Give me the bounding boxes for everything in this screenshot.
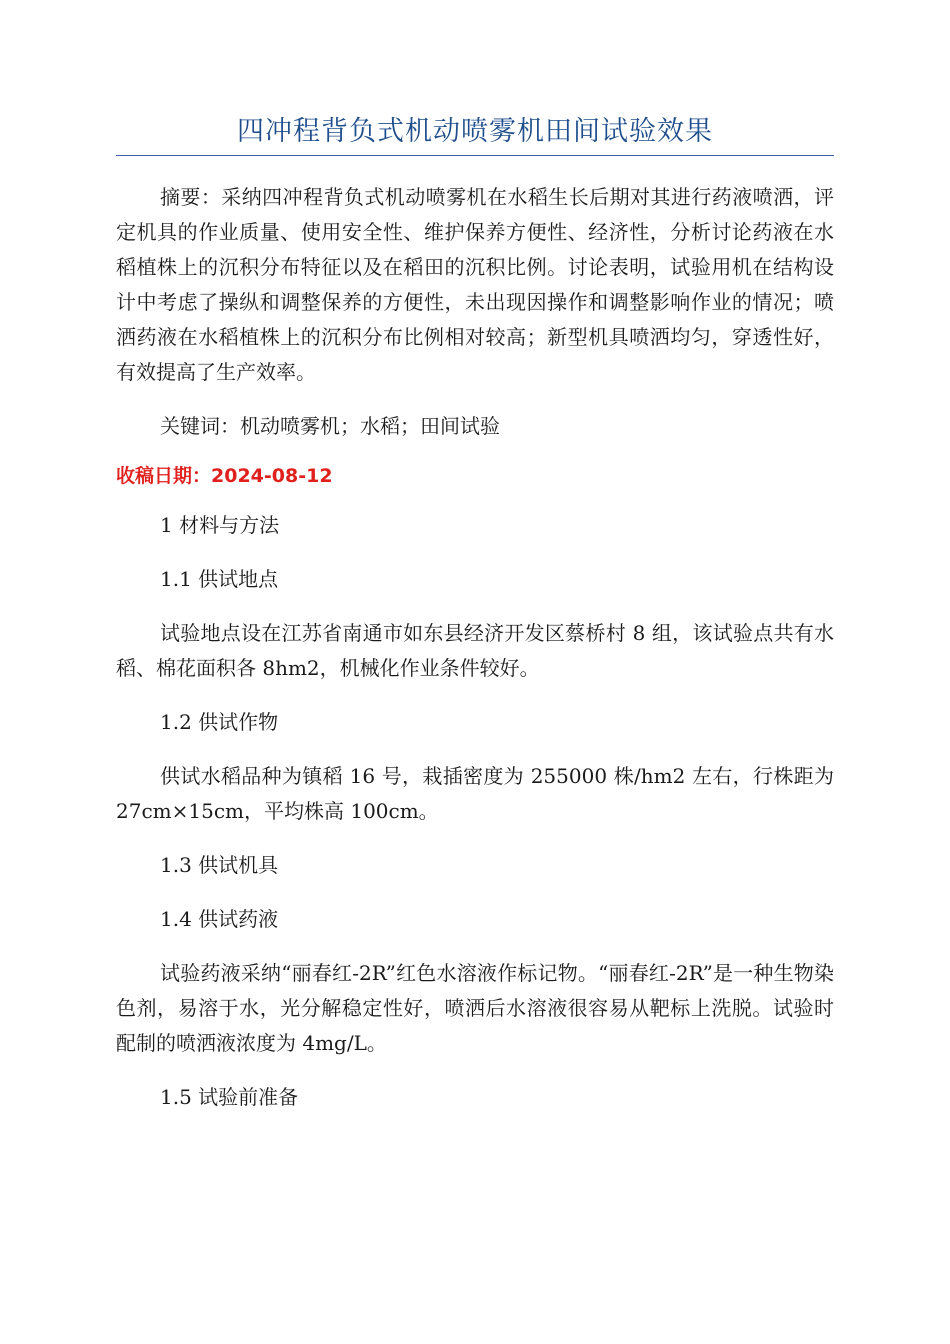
- section-heading-1-3: 1.3 供试机具: [160, 853, 279, 877]
- body-paragraph-solution: 试验药液采纳“丽春红-2R”红色水溶液作标记物。“丽春红-2R”是一种生物染色剂，易溶于水，光分解稳定性好，喷洒后水溶液很容易从靶标上洗脱。试验时配制的喷洒液浓度为 4mg/L。: [116, 961, 834, 1055]
- document-page: [116, 112, 834, 1115]
- section-heading-1-5: 1.5 试验前准备: [160, 1085, 299, 1109]
- abstract-paragraph: 摘要：采纳四冲程背负式机动喷雾机在水稻生长后期对其进行药液喷洒，评定机具的作业质量、使用安全性、维护保养方便性、经济性，分析讨论药液在水稻植株上的沉积分布特征以及在稻田的沉积比例。讨论表明，试验用机在结构设计中考虑了操纵和调整保养的方便性，未出现因操作和调整影响作业的情况；喷洒药液在水稻植株上的沉积分布比例相对较高；新型机具喷洒均匀，穿透性好，有效提高了生产效率。: [116, 185, 834, 384]
- title-underline: [116, 155, 834, 156]
- body-paragraph-crop: 供试水稻品种为镇稻 16 号，栽插密度为 255000 株/hm2 左右，行株距为 27cm×15cm，平均株高 100cm。: [116, 764, 834, 823]
- received-date: 收稿日期：2024-08-12: [116, 465, 333, 487]
- keywords-line: 关键词：机动喷雾机；水稻；田间试验: [160, 414, 500, 438]
- document-title: 四冲程背负式机动喷雾机田间试验效果: [237, 116, 713, 147]
- body-paragraph-location: 试验地点设在江苏省南通市如东县经济开发区蔡桥村 8 组，该试验点共有水稻、棉花面积各 8hm2，机械化作业条件较好。: [116, 621, 834, 680]
- section-heading-1-4: 1.4 供试药液: [160, 907, 279, 931]
- section-heading-1-2: 1.2 供试作物: [160, 710, 279, 734]
- section-heading-1: 1 材料与方法: [160, 513, 280, 537]
- section-heading-1-1: 1.1 供试地点: [160, 567, 279, 591]
